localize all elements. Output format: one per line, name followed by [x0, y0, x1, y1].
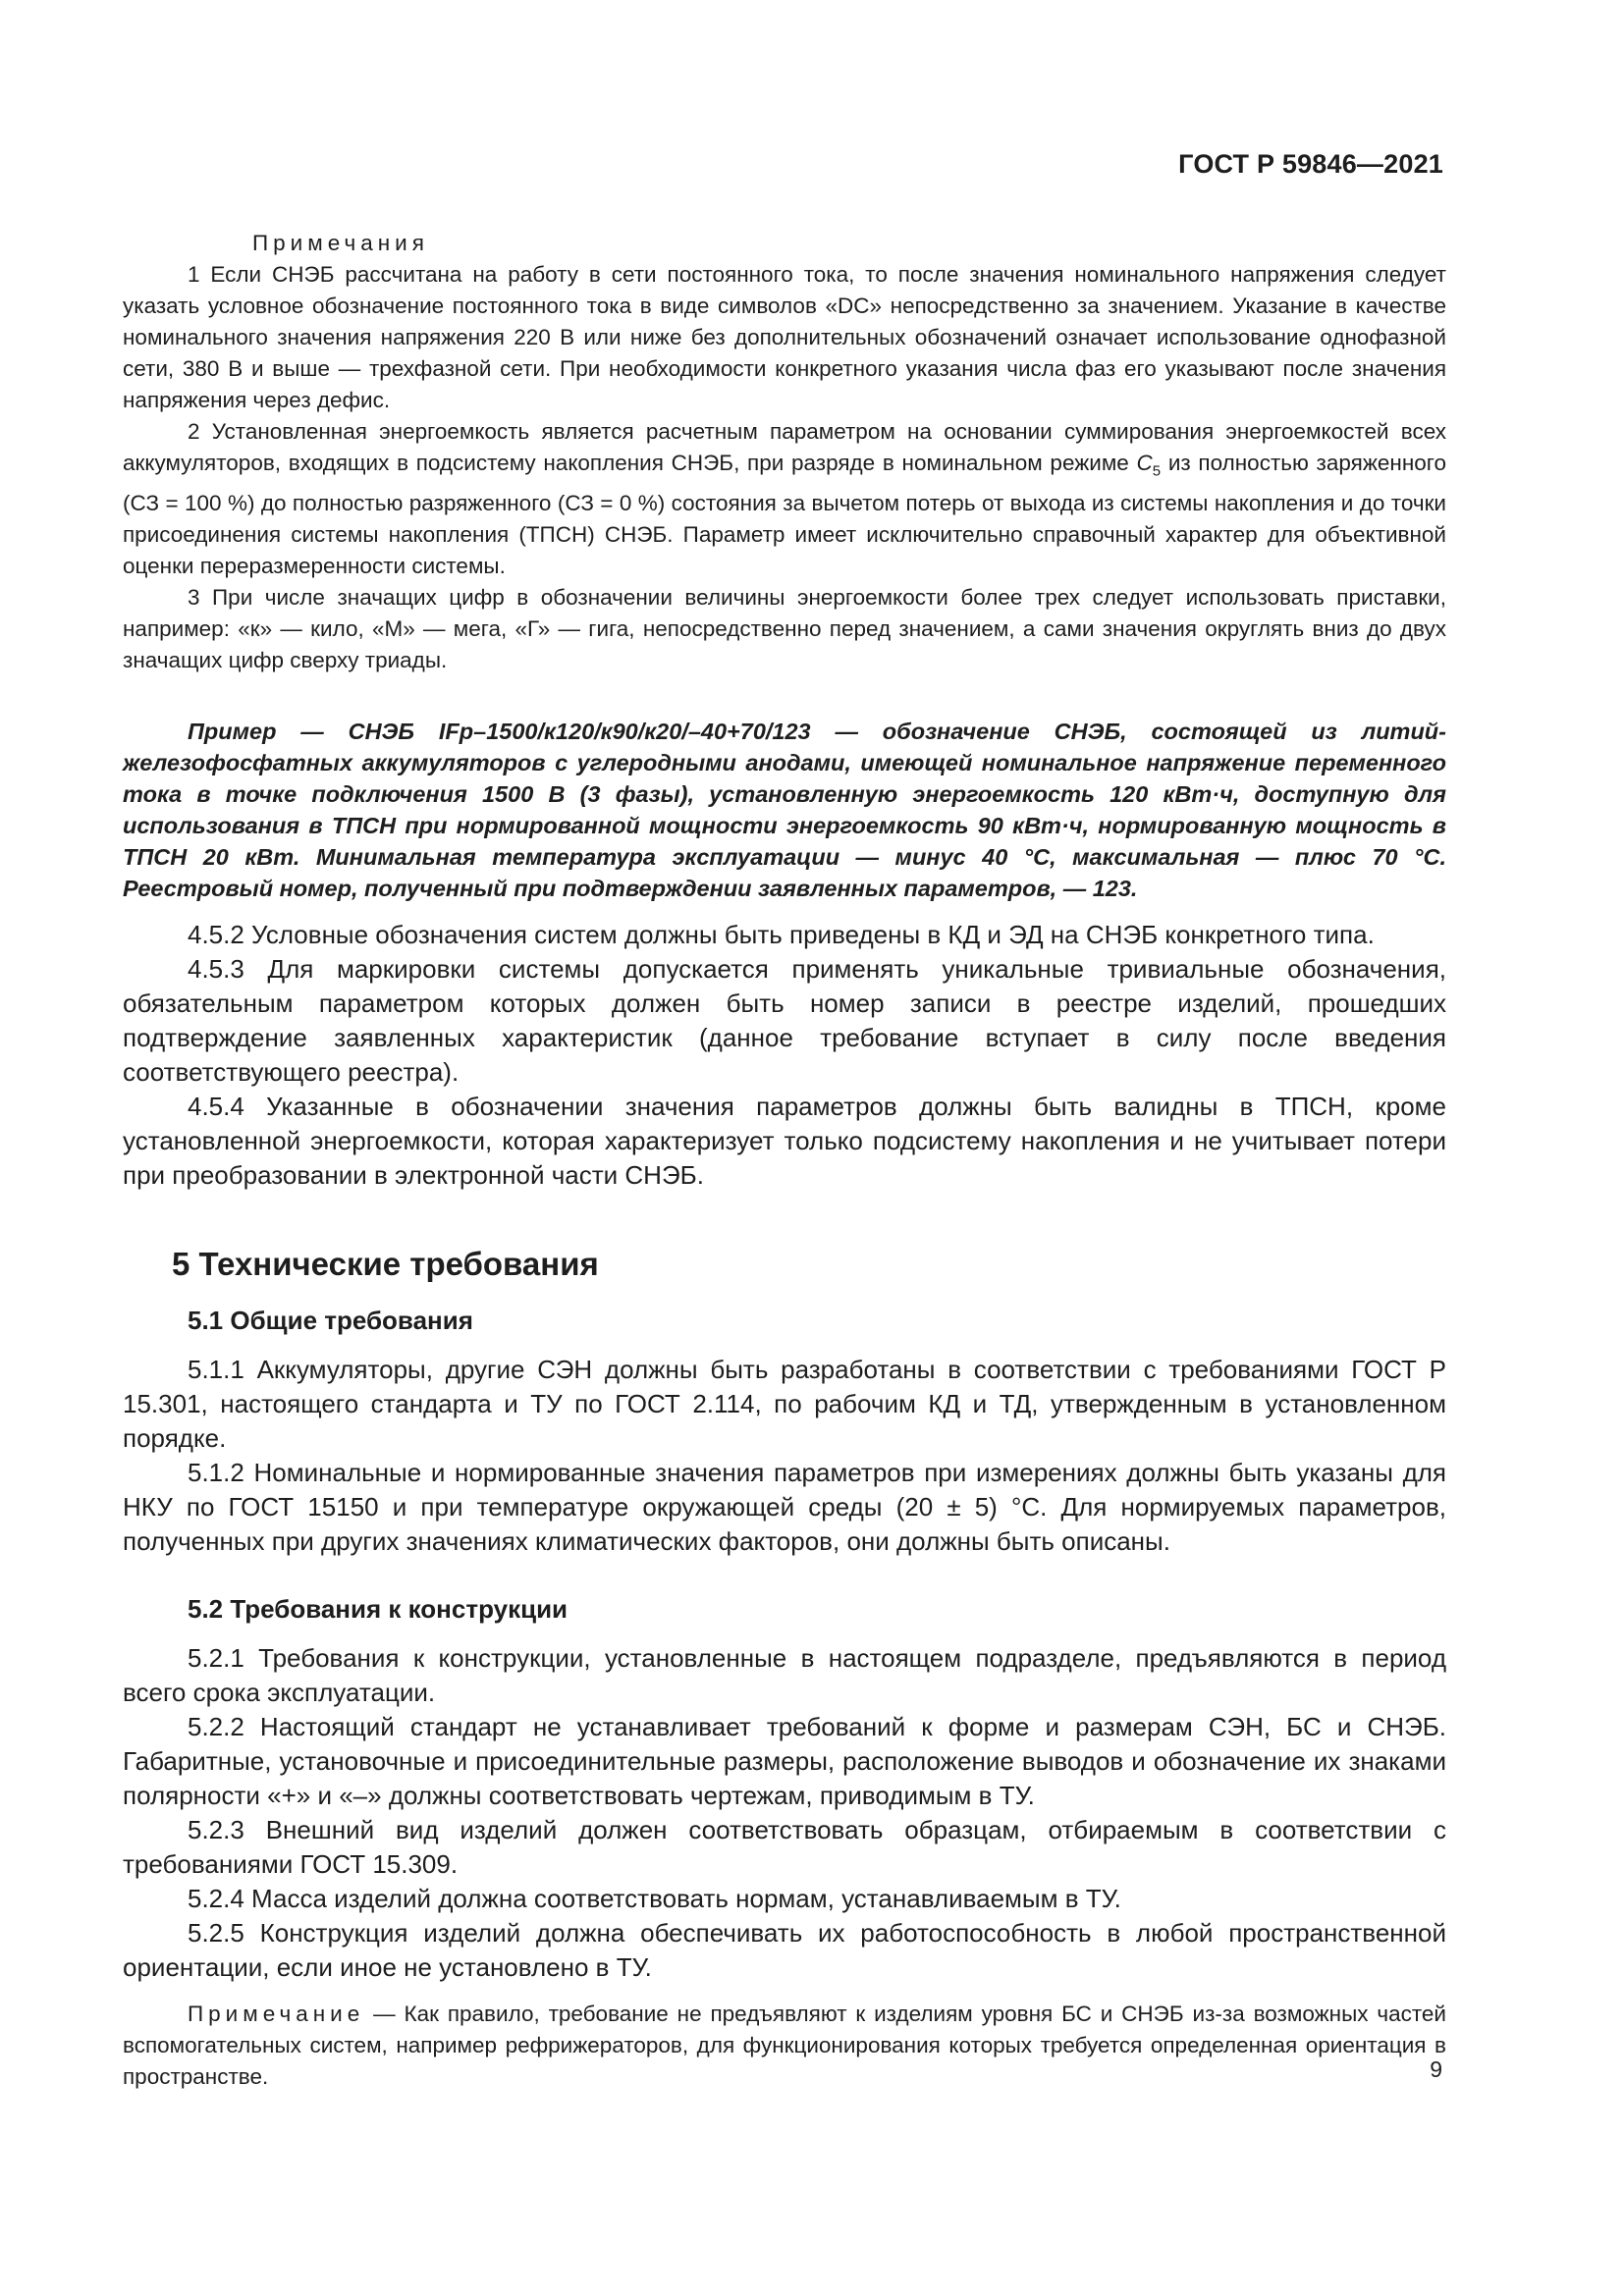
section-4-5-paragraphs [123, 918, 1446, 1193]
note-2-text-end: из полностью заряженного (СЗ = 100 %) до полностью разряженного (СЗ = 0 %) состояния за вычетом потерь от выхода из системы накопления и до точки присоединения системы накопления (ТПСН) СНЭБ. Параметр имеет исключительно справочный характер для объективной оценки переразмеренности системы. [123, 451, 1446, 578]
paragraph-5-2-3: 5.2.3 Внешний вид изделий должен соответствовать образцам, отбираемым в соответствии с требованиями ГОСТ 15.309. [123, 1814, 1446, 1879]
paragraph-5-2-4: 5.2.4 Масса изделий должна соответствовать нормам, устанавливаемым в ТУ. [188, 1883, 1121, 1913]
notes-title: Примечания [252, 231, 429, 255]
paragraph-5-1-1: 5.1.1 Аккумуляторы, другие СЭН должны быть разработаны в соответствии с требованиями ГОСТ Р 15.301, настоящего стандарта и ТУ по ГОСТ 2.114, по рабочим КД и ТД, утвержденным в установленном порядке. [123, 1354, 1446, 1453]
paragraph-4-5-2: 4.5.2 Условные обозначения систем должны быть приведены в КД и ЭД на СНЭБ конкретного типа. [188, 919, 1375, 949]
note-2-symbol: C [1136, 451, 1153, 475]
section-5-2-note [123, 1999, 1446, 2093]
note-3: 3 При числе значащих цифр в обозначении величины энергоемкости более трех следует использовать приставки, например: «к» — кило, «М» — мега, «Г» — гига, непосредственно перед значением, а сами значения округлять вниз до двух значащих цифр сверху триады. [123, 584, 1446, 672]
notes-block [123, 228, 1446, 676]
subsection-5-2-paragraphs [123, 1641, 1446, 1985]
note-2-subscript: 5 [1152, 462, 1162, 480]
page-content [123, 228, 1446, 2093]
note-1: 1 Если СНЭБ рассчитана на работу в сети постоянного тока, то после значения номинального напряжения следует указать условное обозначение постоянного тока в виде символов «DC» непосредственно за значением. Указание в качестве номинального значения напряжения 220 В или ниже без дополнительных обозначений означает использование однофазной сети, 380 В и выше — трехфазной сети. При необходимости конкретного указания числа фаз его указывают после значения напряжения через дефис. [123, 262, 1446, 412]
paragraph-5-2-2: 5.2.2 Настоящий стандарт не устанавливает требований к форме и размерам СЭН, БС и СНЭБ. Габаритные, установочные и присоединительные размеры, расположение выводов и обозначение их знаками полярности «+» и «–» должны соответствовать чертежам, приводимым в ТУ. [123, 1711, 1446, 1810]
note-text: — Как правило, требование не предъявляют к изделиям уровня БС и СНЭБ из-за возможных частей вспомогательных систем, например рефрижераторов, для функционирования которых требуется определенная ориентация в пространстве. [123, 2001, 1446, 2089]
paragraph-4-5-3: 4.5.3 Для маркировки системы допускается применять уникальные тривиальные обозначения, обязательным параметром которых должен быть номер записи в реестре изделий, прошедших подтверждение заявленных характеристик (данное требование вступает в силу после введения соответствующего реестра). [123, 953, 1446, 1087]
paragraph-5-2-1: 5.2.1 Требования к конструкции, установленные в настоящем подразделе, предъявляются в период всего срока эксплуатации. [123, 1642, 1446, 1707]
example-paragraph: Пример — СНЭБ IFp–1500/к120/к90/к20/–40+70/123 — обозначение СНЭБ, состоящей из литий-железофосфатных аккумуляторов с углеродными анодами, имеющей номинальное напряжение переменного тока в точке подключения 1500 В (3 фазы), установленную энергоемкость 120 кВт·ч, доступную для использования в ТПСН при нормированной мощности энергоемкость 90 кВт·ч, нормированную мощность в ТПСН 20 кВт. Минимальная температура эксплуатации — минус 40 °С, максимальная — плюс 70 °С. Реестровый номер, полученный при подтверждении заявленных параметров, — 123. [123, 718, 1446, 901]
document-code-header: ГОСТ Р 59846—2021 [1178, 149, 1443, 179]
paragraph-4-5-4: 4.5.4 Указанные в обозначении значения параметров должны быть валидны в ТПСН, кроме установленной энергоемкости, которая характеризует только подсистему накопления и не учитывает потери при преобразовании в электронной части СНЭБ. [123, 1091, 1446, 1190]
subsection-5-2-heading: 5.2 Требования к конструкции [188, 1593, 568, 1624]
note-2-text-start: 2 Установленная энергоемкость является расчетным параметром на основании суммирования энергоемкостей всех аккумуляторов, входящих в подсистему накопления СНЭБ, при разряде в номинальном режиме [123, 419, 1446, 475]
paragraph-5-1-2: 5.1.2 Номинальные и нормированные значения параметров при измерениях должны быть указаны для НКУ по ГОСТ 15150 и при температуре окружающей среды (20 ± 5) °С. Для нормируемых параметров, полученных при других значениях климатических факторов, они должны быть описаны. [123, 1457, 1446, 1556]
section-5-heading: 5 Технические требования [172, 1245, 599, 1282]
page-number: 9 [1430, 2056, 1442, 2082]
note-label: Примечание [188, 2001, 365, 2026]
note-2 [123, 416, 1446, 582]
paragraph-5-2-5: 5.2.5 Конструкция изделий должна обеспечивать их работоспособность в любой пространственной ориентации, если иное не установлено в ТУ. [123, 1917, 1446, 1982]
subsection-5-1-heading: 5.1 Общие требования [188, 1305, 473, 1335]
subsection-5-1-paragraphs [123, 1353, 1446, 1559]
